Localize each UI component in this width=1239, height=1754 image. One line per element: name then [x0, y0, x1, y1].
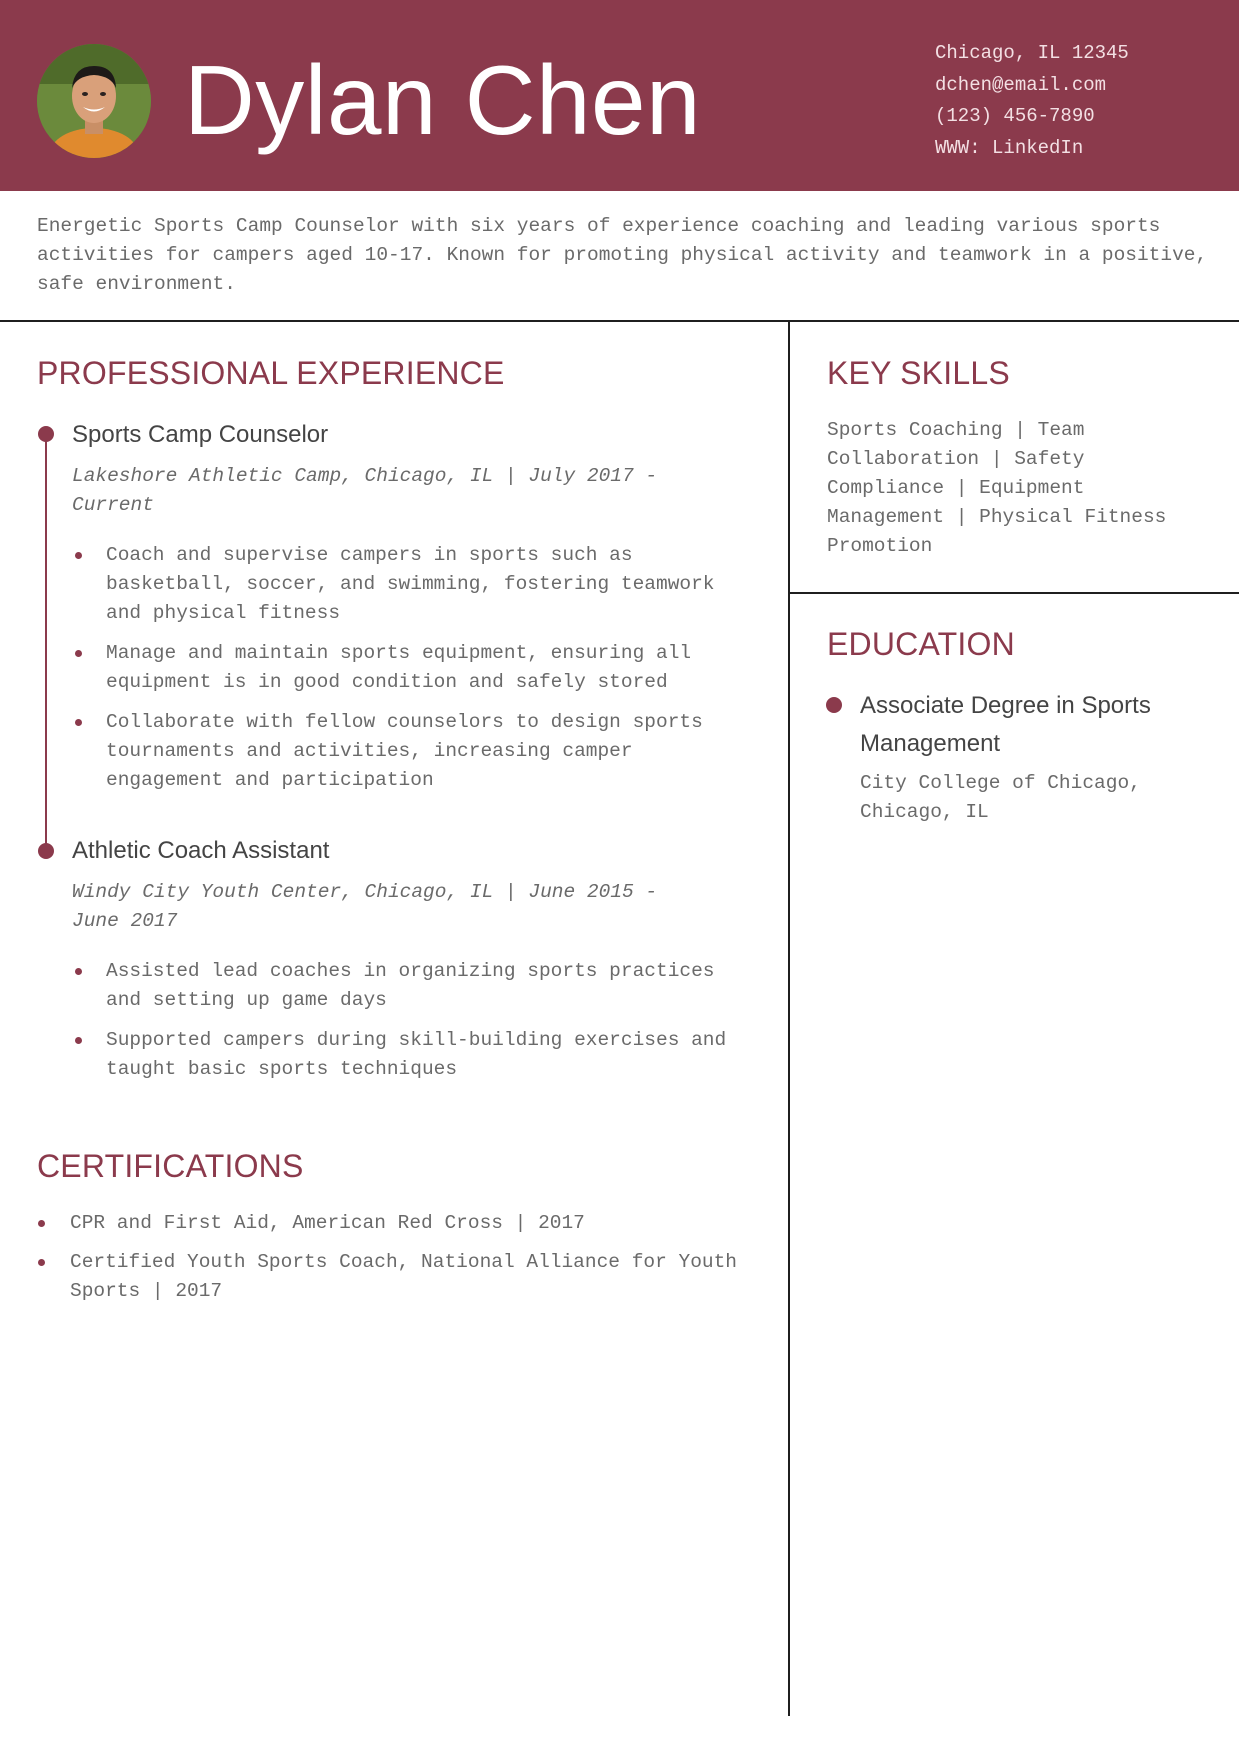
- bullet-icon: [38, 1220, 45, 1227]
- skills-heading: KEY SKILLS: [827, 355, 1010, 391]
- list-item: Coach and supervise campers in sports such as basketball, soccer, and swimming, fostering teamwork and physical fitness: [72, 541, 752, 628]
- contact-location: Chicago, IL 12345: [935, 42, 1129, 64]
- timeline-dot: [38, 426, 54, 442]
- bullet-icon: [75, 968, 82, 975]
- job-title: Athletic Coach Assistant: [72, 837, 330, 864]
- job-meta: Windy City Youth Center, Chicago, IL | June 2015 - June 2017: [72, 881, 658, 932]
- contact-website[interactable]: WWW: LinkedIn: [935, 136, 1084, 159]
- education-degree: Associate Degree in Sports Management: [860, 692, 1151, 757]
- education-dot: [826, 697, 842, 713]
- list-item: Assisted lead coaches in organizing sports practices and setting up game days: [72, 957, 752, 1015]
- bullet-icon: [75, 650, 82, 657]
- column-divider: [788, 321, 790, 1716]
- bullet-icon: [38, 1259, 45, 1266]
- summary-text: Energetic Sports Camp Counselor with six years of experience coaching and leading various sports activities for campers aged 10-17. Known for promoting physical activity and teamwork in a positive, safe environment.: [37, 215, 1208, 295]
- bullet-icon: [75, 1037, 82, 1044]
- certifications-heading: CERTIFICATIONS: [37, 1148, 304, 1184]
- job-bullets: [72, 541, 752, 795]
- job-bullets: [72, 957, 752, 1084]
- experience-timeline: [45, 434, 47, 852]
- candidate-name: Dylan Chen: [184, 45, 702, 155]
- job-meta: Lakeshore Athletic Camp, Chicago, IL | July 2017 - Current: [72, 465, 658, 516]
- list-item: CPR and First Aid, American Red Cross | 2017: [37, 1209, 747, 1238]
- contact-info: [935, 38, 1129, 164]
- list-item: Supported campers during skill-building exercises and taught basic sports techniques: [72, 1026, 752, 1084]
- horizontal-divider: [0, 320, 1239, 322]
- contact-phone: (123) 456-7890: [935, 105, 1095, 127]
- list-item: Manage and maintain sports equipment, ensuring all equipment is in good condition and safely stored: [72, 639, 752, 697]
- person-avatar-icon: [37, 44, 151, 158]
- bullet-icon: [75, 719, 82, 726]
- certifications-list: [37, 1209, 747, 1306]
- header-banner: [0, 0, 1239, 191]
- list-item: Certified Youth Sports Coach, National Alliance for Youth Sports | 2017: [37, 1248, 747, 1306]
- contact-email[interactable]: dchen@email.com: [935, 73, 1107, 96]
- education-school: City College of Chicago, Chicago, IL: [860, 772, 1141, 823]
- experience-heading: PROFESSIONAL EXPERIENCE: [37, 355, 505, 391]
- skills-text: Sports Coaching | Team Collaboration | Safety Compliance | Equipment Management | Physical Fitness Promotion: [827, 419, 1167, 557]
- education-heading: EDUCATION: [827, 626, 1015, 662]
- timeline-dot: [38, 843, 54, 859]
- sidebar-divider: [789, 592, 1239, 594]
- list-item: Collaborate with fellow counselors to design sports tournaments and activities, increasing camper engagement and participation: [72, 708, 752, 795]
- profile-photo: [37, 44, 151, 158]
- job-title: Sports Camp Counselor: [72, 421, 329, 448]
- bullet-icon: [75, 552, 82, 559]
